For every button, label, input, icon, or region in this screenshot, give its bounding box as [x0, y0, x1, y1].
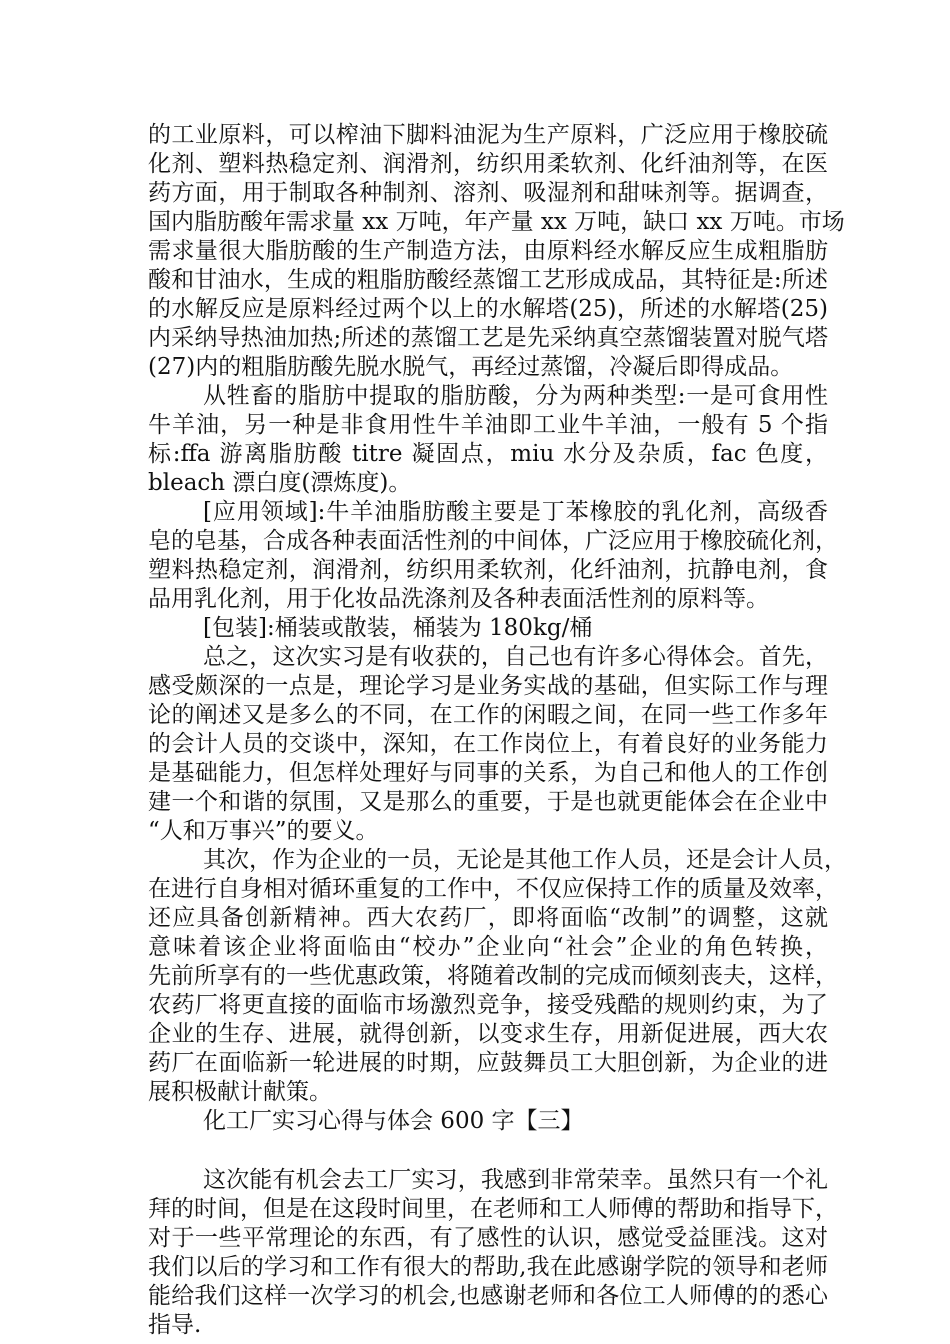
text-line: 农药厂将更直接的面临市场激烈竞争，接受残酷的规则约束，为了: [148, 992, 828, 1018]
text-line: 先前所享有的一些优惠政策，将随着改制的完成而倾刻丧夫，这样，: [148, 963, 838, 989]
paragraph-first-line: 其次，作为企业的一员，无论是其他工作人员，还是会计人员，: [203, 847, 847, 873]
text-line: 药厂在面临新一轮进展的时期，应鼓舞员工大胆创新，为企业的进: [148, 1050, 828, 1076]
text-line: 拜的时间，但是在这段时间里，在老师和工人师傅的帮助和指导下，: [148, 1196, 838, 1222]
text-line: 我们以后的学习和工作有很大的帮助,我在此感谢学院的领导和老师: [148, 1254, 828, 1280]
text-line: 是基础能力，但怎样处理好与同事的关系，为自己和他人的工作创: [148, 760, 828, 786]
text-line: 意味着该企业将面临由“校办”企业向“社会”企业的角色转换，: [148, 934, 828, 960]
text-line: 国内脂肪酸年需求量 xx 万吨，年产量 xx 万吨，缺口 xx 万吨。市场: [148, 209, 845, 235]
paragraph-first-line: 从牲畜的脂肪中提取的脂肪酸，分为两种类型:一是可食用性: [203, 383, 828, 409]
paragraph-first-line: [包装]:桶装或散装，桶装为 180kg/桶: [203, 615, 593, 641]
text-line: 指导.: [148, 1312, 202, 1338]
text-line: 的会计人员的交谈中，深知，在工作岗位上，有着良好的业务能力: [148, 731, 828, 757]
text-line: 企业的生存、进展，就得创新，以变求生存，用新促进展，西大农: [148, 1021, 828, 1047]
text-line: 塑料热稳定剂，润滑剂，纺织用柔软剂，化纤油剂，抗静电剂，食: [148, 557, 828, 583]
text-line: 化剂、塑料热稳定剂、润滑剂，纺织用柔软剂、化纤油剂等，在医: [148, 151, 828, 177]
section-heading: 化工厂实习心得与体会 600 字【三】: [203, 1108, 584, 1134]
paragraph-first-line: 这次能有机会去工厂实习，我感到非常荣幸。虽然只有一个礼: [203, 1167, 828, 1193]
text-line: 建一个和谐的氛围，又是那么的重要，于是也就更能体会在企业中: [148, 789, 828, 815]
text-line: bleach 漂白度(漂炼度)。: [148, 470, 412, 496]
text-line: 药方面，用于制取各种制剂、溶剂、吸湿剂和甜味剂等。据调查，: [148, 180, 828, 206]
text-line: 牛羊油，另一种是非食用性牛羊油即工业牛羊油，一般有 5 个指: [148, 412, 828, 438]
text-line: 标:ffa 游离脂肪酸 titre 凝固点，miu 水分及杂质，fac 色度，: [148, 441, 828, 467]
text-line: (27)内的粗脂肪酸先脱水脱气，再经过蒸馏，冷凝后即得成品。: [148, 354, 794, 380]
paragraph-first-line: [应用领域]:牛羊油脂肪酸主要是丁苯橡胶的乳化剂，高级香: [203, 499, 828, 525]
text-line: 皂的皂基，合成各种表面活性剂的中间体，广泛应用于橡胶硫化剂，: [148, 528, 838, 554]
text-line: 对于一些平常理论的东西，有了感性的认识，感觉受益匪浅。这对: [148, 1225, 828, 1251]
text-line: 感受颇深的一点是，理论学习是业务实战的基础，但实际工作与理: [148, 673, 828, 699]
text-line: 还应具备创新精神。西大农药厂，即将面临“改制”的调整，这就: [148, 905, 828, 931]
text-line: 展积极献计献策。: [148, 1079, 332, 1105]
text-line: 论的阐述又是多么的不同，在工作的闲暇之间，在同一些工作多年: [148, 702, 828, 728]
text-line: 需求量很大脂肪酸的生产制造方法，由原料经水解反应生成粗脂肪: [148, 238, 828, 264]
text-line: 在进行自身相对循环重复的工作中，不仅应保持工作的质量及效率，: [148, 876, 838, 902]
text-line: 的工业原料，可以榨油下脚料油泥为生产原料，广泛应用于橡胶硫: [148, 122, 828, 148]
text-line: “人和万事兴”的要义。: [148, 818, 379, 844]
text-line: 酸和甘油水，生成的粗脂肪酸经蒸馏工艺形成成品，其特征是:所述: [148, 267, 828, 293]
paragraph-first-line: 总之，这次实习是有收获的，自己也有许多心得体会。首先，: [203, 644, 828, 670]
text-line: 的水解反应是原料经过两个以上的水解塔(25)，所述的水解塔(25): [148, 296, 828, 322]
text-line: 内采纳导热油加热;所述的蒸馏工艺是先采纳真空蒸馏装置对脱气塔: [148, 325, 828, 351]
text-line: 品用乳化剂，用于化妆品洗涤剂及各种表面活性剂的原料等。: [148, 586, 769, 612]
text-line: 能给我们这样一次学习的机会,也感谢老师和各位工人师傅的的悉心: [148, 1283, 828, 1309]
